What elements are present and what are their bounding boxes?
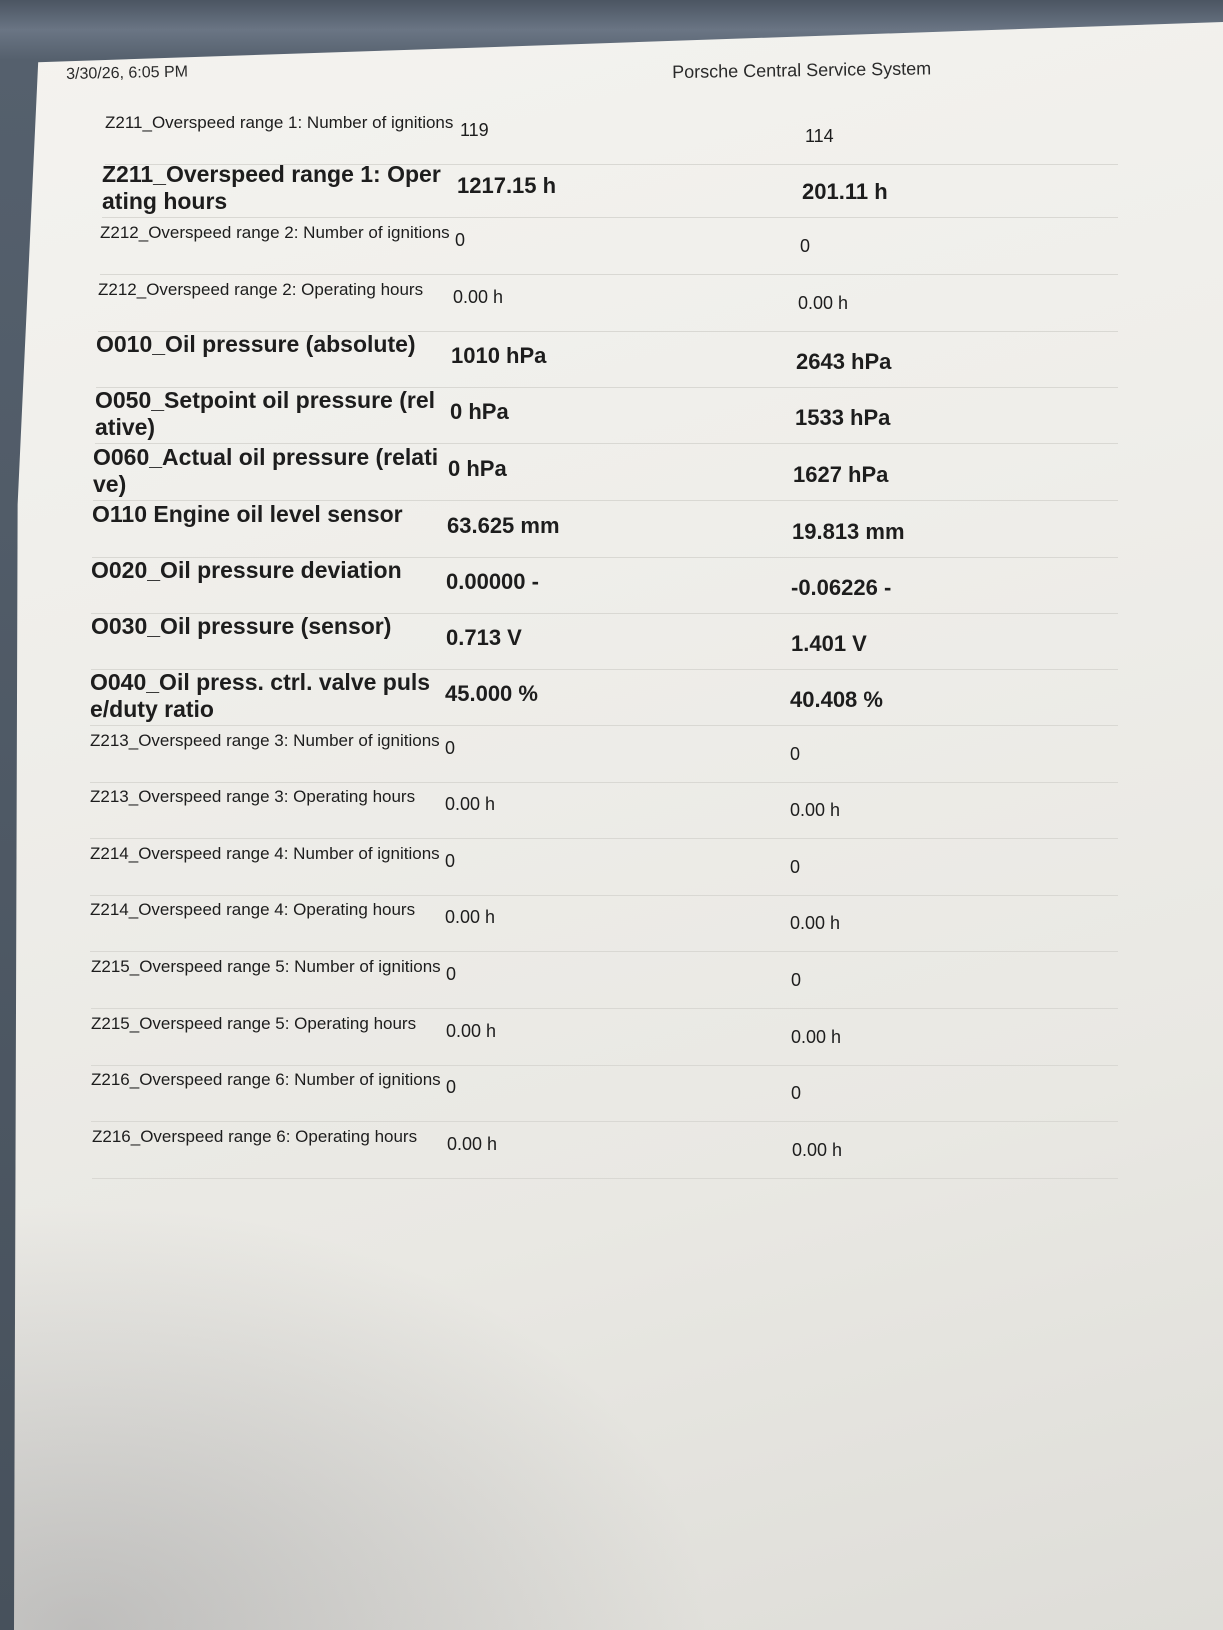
row-value-current: 0 hPa xyxy=(448,456,507,481)
row-label: Z215_Overspeed range 5: Operating hours xyxy=(91,1014,417,1033)
table-row xyxy=(92,501,1118,558)
table-row xyxy=(90,782,1118,839)
row-label: O020_Oil pressure deviation xyxy=(91,557,402,583)
row-value-current: 0 xyxy=(445,851,456,871)
row-label: Z214_Overspeed range 4: Operating hours xyxy=(90,900,416,919)
row-value-current: 0.713 V xyxy=(446,625,522,650)
row-value-reference: 0.00 h xyxy=(790,800,841,820)
table-row xyxy=(91,1065,1118,1122)
row-value-reference: 0.00 h xyxy=(798,293,849,313)
row-value-current: 45.000 % xyxy=(445,681,538,706)
row-label: Z214_Overspeed range 4: Number of ignitions xyxy=(90,844,440,863)
row-value-current: 0.00 h xyxy=(453,287,504,307)
system-title: Porsche Central Service System xyxy=(672,58,932,82)
table-row xyxy=(91,613,1118,670)
row-value-reference: 0 xyxy=(790,744,801,764)
row-value-current: 63.625 mm xyxy=(447,513,560,538)
table-row xyxy=(90,669,1118,726)
row-value-current: 0.00000 - xyxy=(446,569,539,594)
row-value-reference: 0 xyxy=(791,1083,802,1103)
row-label: Z213_Overspeed range 3: Operating hours xyxy=(90,787,416,806)
table-row xyxy=(96,331,1118,388)
table-row xyxy=(105,108,1118,165)
print-date: 3/30/26, 6:05 PM xyxy=(66,63,189,83)
table-row xyxy=(93,444,1118,501)
row-label: Z216_Overspeed range 6: Operating hours xyxy=(92,1127,418,1146)
row-value-current: 1217.15 h xyxy=(457,173,557,198)
row-value-reference: 114 xyxy=(805,126,834,146)
row-value-reference: 19.813 mm xyxy=(792,519,905,544)
row-value-reference: 1.401 V xyxy=(791,631,867,656)
table-row xyxy=(102,161,1118,218)
row-label: O030_Oil pressure (sensor) xyxy=(91,613,392,639)
row-value-reference: 0.00 h xyxy=(790,913,841,933)
row-value-current: 0 xyxy=(445,738,456,758)
row-value-reference: 0.00 h xyxy=(791,1027,842,1047)
row-label: O040_Oil press. ctrl. valve pulse/duty ratio xyxy=(90,669,431,722)
table-row xyxy=(100,218,1118,275)
row-label: O110 Engine oil level sensor xyxy=(92,501,403,527)
row-value-current: 0.00 h xyxy=(447,1134,498,1154)
row-value-current: 0 hPa xyxy=(450,399,509,424)
row-value-current: 0.00 h xyxy=(446,1021,497,1041)
row-value-reference: 0.00 h xyxy=(792,1140,843,1160)
table-row xyxy=(90,839,1118,896)
row-value-current: 0 xyxy=(446,964,457,984)
row-label: Z215_Overspeed range 5: Number of ignitions xyxy=(91,957,441,976)
table-row xyxy=(98,275,1118,332)
table-row xyxy=(95,387,1118,444)
table-row xyxy=(91,1009,1118,1066)
row-value-reference: 0 xyxy=(800,236,811,256)
row-label: Z211_Overspeed range 1: Operating hours xyxy=(102,161,441,214)
row-value-current: 119 xyxy=(460,120,489,140)
row-value-reference: 1533 hPa xyxy=(795,405,891,430)
row-value-current: 0.00 h xyxy=(445,907,496,927)
row-value-reference: 1627 hPa xyxy=(793,462,889,487)
row-value-current: 0 xyxy=(446,1077,457,1097)
row-value-current: 1010 hPa xyxy=(451,343,547,368)
table-row xyxy=(92,1122,1118,1179)
row-value-reference: 2643 hPa xyxy=(796,349,892,374)
row-value-current: 0.00 h xyxy=(445,794,496,814)
row-label: O010_Oil pressure (absolute) xyxy=(96,331,416,357)
row-value-reference: 0 xyxy=(791,970,802,990)
row-value-reference: 201.11 h xyxy=(802,179,888,204)
row-value-reference: 0 xyxy=(790,857,801,877)
row-value-reference: -0.06226 - xyxy=(791,575,892,600)
row-value-reference: 40.408 % xyxy=(790,687,883,712)
table-row xyxy=(90,726,1118,783)
table-row xyxy=(91,952,1118,1009)
table-row xyxy=(91,557,1118,614)
row-label: Z212_Overspeed range 2: Operating hours xyxy=(98,280,424,299)
row-label: O050_Setpoint oil pressure (relative) xyxy=(95,387,436,440)
table-row xyxy=(90,895,1118,952)
row-label: Z216_Overspeed range 6: Number of ignitions xyxy=(91,1070,441,1089)
row-label: O060_Actual oil pressure (relative) xyxy=(93,444,439,497)
row-label: Z212_Overspeed range 2: Number of ignitions xyxy=(100,223,450,242)
row-value-current: 0 xyxy=(455,230,466,250)
row-label: Z213_Overspeed range 3: Number of ignitions xyxy=(90,731,440,750)
row-label: Z211_Overspeed range 1: Number of ignitions xyxy=(105,113,454,132)
